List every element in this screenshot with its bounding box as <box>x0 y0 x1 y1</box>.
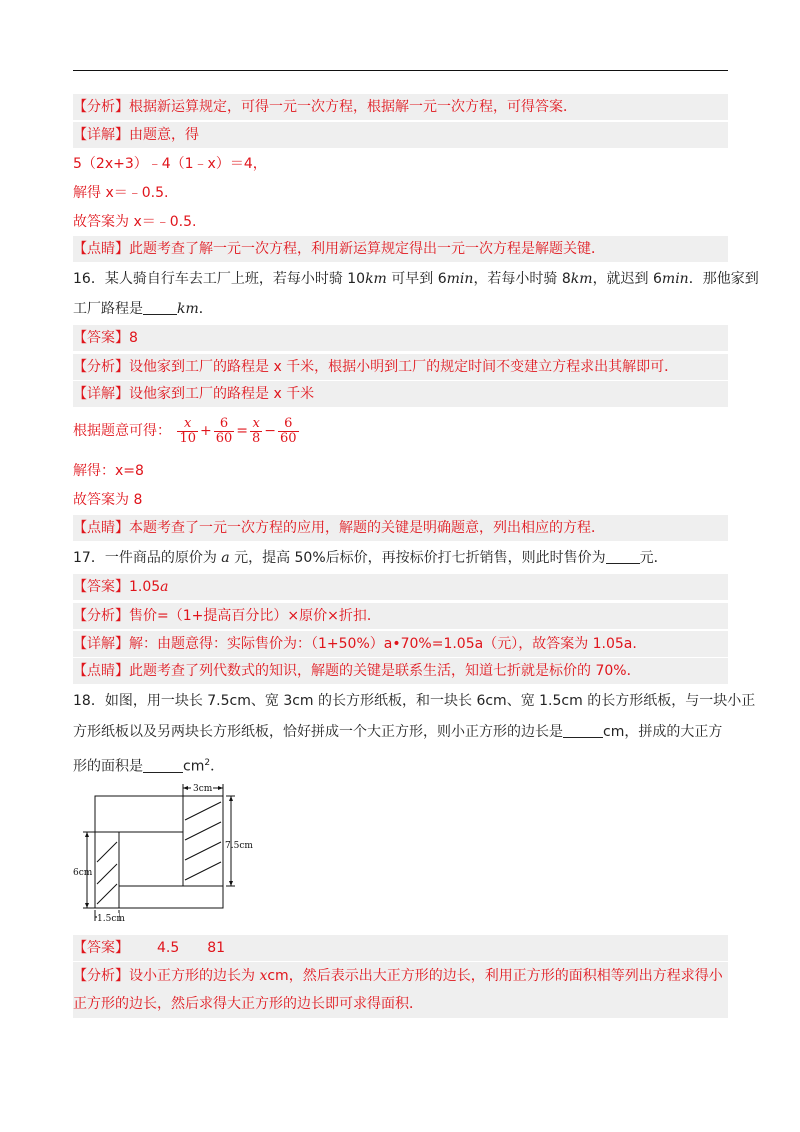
unit-km: km <box>177 301 199 317</box>
label-7.5cm: 7.5cm <box>225 841 253 851</box>
q17-detail <box>73 631 728 657</box>
label-1.5cm: 1.5cm <box>97 914 125 924</box>
big-square <box>95 796 223 908</box>
q17-seg: 元，提高 50%后标价，再按标价打七折销售，则此时售价为 <box>229 550 606 566</box>
answer-blank <box>143 300 177 315</box>
p15-equation: 5（2x+3）﹣4（1﹣x）＝4， <box>73 156 267 172</box>
numerator: 6 <box>214 417 235 432</box>
q17-answer <box>73 574 728 600</box>
arrowhead <box>229 796 233 801</box>
hatch-line <box>185 862 221 880</box>
comment-tag: 【点睛】 <box>73 520 129 536</box>
q17-seg: 元． <box>639 550 668 566</box>
fraction <box>250 417 262 446</box>
unit-min: min <box>446 271 474 287</box>
q17-comment <box>73 658 728 684</box>
denominator: 60 <box>215 430 233 446</box>
analysis-line: 正方形的边长，然后求得大正方形的边长即可求得面积． <box>73 996 423 1012</box>
arrowhead <box>85 903 89 908</box>
hatch-line <box>185 842 221 860</box>
unit-km: km <box>365 271 387 287</box>
answer-value-2: 81 <box>207 940 226 956</box>
superscript: 2 <box>204 758 211 768</box>
equals-sign: = <box>236 423 249 439</box>
comment-tag: 【点睛】 <box>73 663 129 679</box>
detail-tag: 【详解】 <box>73 127 129 143</box>
p15-analysis <box>73 94 728 120</box>
answer-tag: 【答案】 <box>73 579 129 595</box>
q18-answer <box>73 935 728 961</box>
comment-tag: 【点睛】 <box>73 241 129 257</box>
comment-text: 本题考查了一元一次方程的应用，解题的关键是明确题意，列出相应的方程． <box>129 520 605 536</box>
unit-min: min <box>661 271 689 287</box>
p15-detail <box>73 122 728 148</box>
q16-answer <box>73 325 728 351</box>
answer-blank <box>143 758 183 773</box>
detail-text: 解：由题意得：实际售价为：（1+50%）a•70%=1.05a（元），故答案为 1.05a. <box>129 636 637 652</box>
analysis-text: 设小正方形的边长为 <box>129 968 260 984</box>
answer-blank <box>606 549 640 564</box>
q16-final: 故答案为 8 <box>73 492 143 508</box>
q18-seg: 形的面积是 <box>73 758 143 775</box>
var-x: x <box>259 968 268 984</box>
p15-solve: 解得 x＝﹣0.5. <box>73 185 169 201</box>
rect-3x7.5 <box>183 796 223 886</box>
numerator: x <box>250 417 262 432</box>
q16-seg: ．那他家到 <box>688 271 759 287</box>
minus-sign: − <box>264 423 277 439</box>
q16-solve: 解得：x=8 <box>73 463 144 479</box>
analysis-line <box>73 962 728 990</box>
analysis-tag: 【分析】 <box>73 968 129 984</box>
q18-seg: cm <box>183 758 205 775</box>
plus-sign: + <box>200 423 212 439</box>
hatch-line <box>185 802 221 820</box>
answer-tag: 【答案】 <box>73 330 129 346</box>
answer-value: 8 <box>129 330 138 346</box>
q18-text-line1: 18．如图，用一块长 7.5cm、宽 3cm 的长方形纸板，和一块长 6cm、宽 1.5cm 的长方形纸板，与一块小正 <box>73 693 756 709</box>
arrowhead <box>218 786 223 790</box>
p15-answer: 故答案为 x＝﹣0.5. <box>73 214 197 230</box>
q16-seg: 可早到 6 <box>386 271 447 287</box>
comment-text: 此题考查了列代数式的知识，解题的关键是联系生活，知道七折就是标价的 70%． <box>129 663 641 679</box>
arrowhead <box>229 881 233 886</box>
header-rule <box>73 70 728 71</box>
rectangles-diagram <box>73 780 263 926</box>
analysis-tag: 【分析】 <box>73 359 129 375</box>
comment-text: 此题考查了解一元一次方程，利用新运算规定得出一元一次方程是解题关键． <box>129 241 605 257</box>
denominator: 10 <box>179 430 196 446</box>
q16-seg: 16．某人骑自行车去工厂上班，若每小时骑 10 <box>73 271 366 287</box>
q18-seg: ． <box>210 758 225 775</box>
q16-seg: 工厂路程是 <box>73 301 143 317</box>
q16-seg: ，就迟到 6 <box>592 271 662 287</box>
q18-text-line2 <box>73 719 728 745</box>
q17-text <box>73 545 728 571</box>
hatch-line <box>97 884 117 904</box>
q18-text-line3 <box>73 750 728 780</box>
detail-text: 由题意，得 <box>129 127 199 143</box>
label-3cm: 3cm <box>193 784 213 794</box>
hatch-line <box>97 842 117 862</box>
q18-seg: 方形纸板以及另两块长方形纸板，恰好拼成一个大正方形，则小正方形的边长是 <box>73 724 563 740</box>
analysis-text: 售价=（1+提高百分比）×原价×折扣． <box>129 608 381 624</box>
label-6cm: 6cm <box>73 868 93 878</box>
answer-blank <box>563 723 603 738</box>
q16-detail <box>73 381 728 407</box>
hatch-line <box>185 822 221 840</box>
numerator: 6 <box>278 417 299 432</box>
answer-variable: a <box>160 579 169 595</box>
detail-tag: 【详解】 <box>73 386 129 402</box>
answer-tag: 【答案】 <box>73 940 129 956</box>
fraction <box>278 417 299 446</box>
fraction <box>177 417 198 446</box>
q16-comment <box>73 515 728 541</box>
denominator: 60 <box>280 430 297 446</box>
analysis-tag: 【分析】 <box>73 99 129 115</box>
eq-prefix: 根据题意可得： <box>73 423 171 439</box>
detail-tag: 【详解】 <box>73 636 129 652</box>
unit-km: km <box>570 271 593 287</box>
q18-analysis <box>73 962 728 1018</box>
q18-seg: cm，拼成的大正方 <box>603 724 723 740</box>
q16-seg: ． <box>198 301 213 317</box>
q17-seg: 17．一件商品的原价为 <box>73 550 222 566</box>
q16-text-line1 <box>73 266 759 292</box>
var-a: a <box>221 550 230 566</box>
q16-text-line2 <box>73 296 728 322</box>
q16-seg: ，若每小时骑 8 <box>473 271 571 287</box>
fraction <box>214 417 235 446</box>
denominator: 8 <box>252 430 261 446</box>
analysis-text: cm，然后表示出大正方形的边长，利用正方形的面积相等列出方程求得小 <box>267 968 723 984</box>
q16-analysis <box>73 354 728 380</box>
q16-equation <box>73 414 728 448</box>
analysis-text: 设他家到工厂的路程是 x 千米，根据小明到工厂的规定时间不变建立方程求出其解即可． <box>129 359 679 375</box>
analysis-tag: 【分析】 <box>73 608 129 624</box>
answer-value: 1.05 <box>129 579 161 595</box>
hatch-line <box>97 864 117 884</box>
numerator: x <box>177 417 198 432</box>
arrowhead <box>85 832 89 837</box>
analysis-text: 根据新运算规定，可得一元一次方程，根据解一元一次方程，可得答案． <box>129 99 577 115</box>
p15-comment <box>73 236 728 262</box>
arrowhead <box>183 786 188 790</box>
detail-text: 设他家到工厂的路程是 x 千米 <box>129 386 315 402</box>
q17-analysis <box>73 603 728 629</box>
answer-value-1: 4.5 <box>157 940 180 956</box>
